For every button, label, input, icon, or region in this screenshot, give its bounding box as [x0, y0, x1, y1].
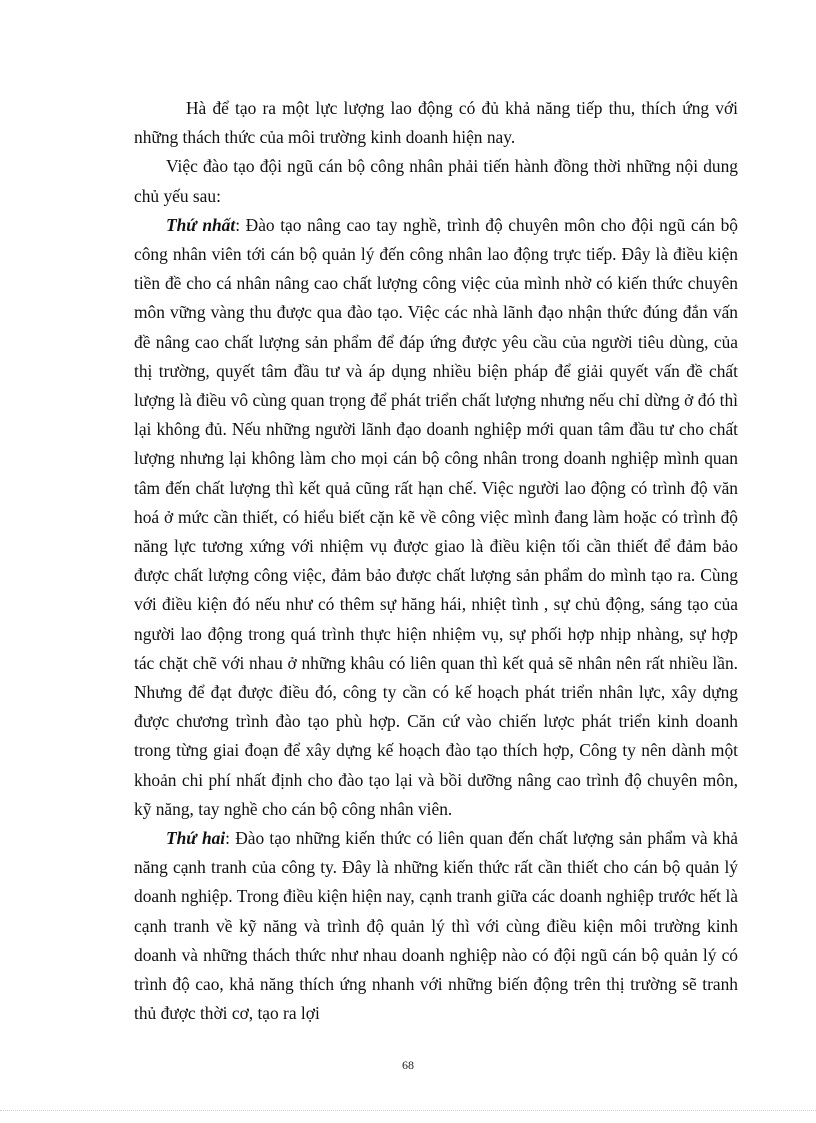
- paragraph-continued: Hà để tạo ra một lực lượng lao động có đủ khả năng tiếp thu, thích ứng với những thách thức của môi trường kinh doanh hiện nay.: [134, 98, 738, 148]
- section-second-lead: Thứ hai: [166, 828, 226, 849]
- paragraph-intro: Việc đào tạo đội ngũ cán bộ công nhân phải tiến hành đồng thời những nội dung chủ yếu sau:: [134, 156, 738, 206]
- section-first: [134, 211, 738, 824]
- page-number: 68: [402, 1058, 414, 1072]
- document-body: [134, 94, 738, 1029]
- section-first-lead: Thứ nhất: [166, 214, 236, 235]
- section-second-text: : Đào tạo những kiến thức có liên quan đến chất lượng sản phẩm và khả năng cạnh tranh của công ty. Đây là những kiến thức rất cần thiết cho cán bộ quản lý doanh nghiệp. Trong điều kiện hiện nay, cạnh tranh giữa các doanh nghiệp trước hết là cạnh tranh về kỹ năng và trình độ quản lý thì với cùng điều kiện môi trường kinh doanh và những thách thức như nhau doanh nghiệp nào có đội ngũ cán bộ quản lý có trình độ cao, khả năng thích ứng nhanh với những biến động trên thị trường sẽ tranh thủ được thời cơ, tạo ra lợi: [134, 828, 738, 1024]
- page-bottom-divider: [0, 1110, 816, 1111]
- section-second: [134, 824, 738, 1028]
- section-first-text: : Đào tạo nâng cao tay nghề, trình độ chuyên môn cho đội ngũ cán bộ công nhân viên tới cán bộ quản lý đến công nhân lao động trực tiếp. Đây là điều kiện tiền đề cho cá nhân nâng cao chất lượng công việc của mình nhờ có kiến thức chuyên môn vững vàng thu được qua đào tạo. Việc các nhà lãnh đạo nhận thức đúng đắn vấn đề nâng cao chất lượng sản phẩm để đáp ứng được yêu cầu của người tiêu dùng, của thị trường, quyết tâm đầu tư và áp dụng nhiều biện pháp để giải quyết vấn đề chất lượng là điều vô cùng quan trọng để phát triển chất lượng nhưng nếu chỉ dừng ở đó thì lại không đủ. Nếu những người lãnh đạo doanh nghiệp mới quan tâm đầu tư cho chất lượng nhưng lại không làm cho mọi cán bộ công nhân trong doanh nghiệp mình quan tâm đến chất lượng thì kết quả cũng rất hạn chế. Việc người lao động có trình độ văn hoá ở mức cần thiết, có hiểu biết cặn kẽ về công việc mình đang làm hoặc có trình độ năng lực tương xứng với nhiệm vụ được giao là điều kiện tối cần thiết để đảm bảo được chất lượng công việc, đảm bảo được chất lượng sản phẩm do mình tạo ra. Cùng với điều kiện đó nếu như có thêm sự hăng hái, nhiệt tình , sự chủ động, sáng tạo của người lao động trong quá trình thực hiện nhiệm vụ, sự phối hợp nhịp nhàng, sự hợp tác chặt chẽ với nhau ở những khâu có liên quan thì kết quả sẽ nhân nên rất nhiều lần. Nhưng để đạt được điều đó, công ty cần có kế hoạch phát triển nhân lực, xây dựng được chương trình đào tạo phù hợp. Căn cứ vào chiến lược phát triển kinh doanh trong từng giai đoạn để xây dựng kế hoạch đào tạo thích hợp, Công ty nên dành một khoản chi phí nhất định cho đào tạo lại và bồi dưỡng nâng cao trình độ chuyên môn, kỹ năng, tay nghề cho cán bộ công nhân viên.: [134, 214, 738, 819]
